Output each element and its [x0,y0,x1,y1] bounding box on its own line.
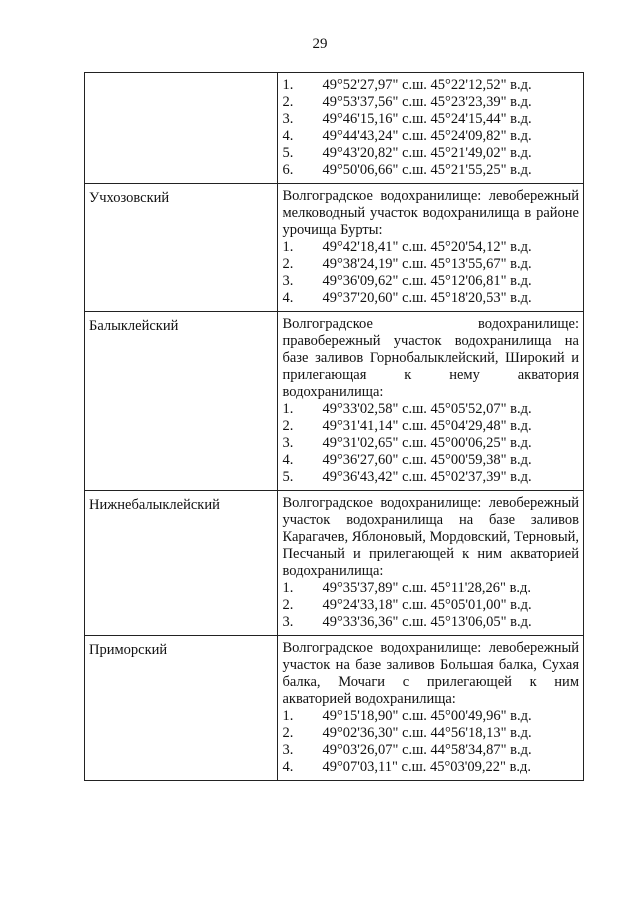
coordinate-value: 49°35'37,89" с.ш. 45°11'28,26" в.д. [322,580,532,596]
coordinate-item [282,725,579,742]
coordinate-value: 49°03'26,07" с.ш. 44°58'34,87" в.д. [322,742,532,758]
coordinate-value: 49°15'18,90" с.ш. 45°00'49,96" в.д. [322,708,532,724]
area-description: Волгоградское водохранилище: левобережный участок водохранилища на базе заливов Карагачев, Яблоновый, Мордовский, Терновый, Песчаный и прилегающей к ним акваторией водохранилища: [282,495,579,579]
coordinate-value: 49°53'37,56" с.ш. 45°23'23,39" в.д. [322,94,532,110]
area-description: Волгоградское водохранилище: левобережный мелководный участок водохранилища в районе урочища Бурты: [282,188,579,238]
fishing-areas-table [84,72,584,781]
area-name: Балыклейский [89,318,179,334]
table-row [85,491,584,636]
coordinate-value: 49°36'27,60" с.ш. 45°00'59,38" в.д. [322,452,532,468]
coordinate-number: 4. [282,452,294,468]
coordinate-value: 49°36'09,62" с.ш. 45°12'06,81" в.д. [322,273,532,289]
area-name: Нижнебалыклейский [89,497,220,513]
area-name-cell [85,312,278,491]
coordinate-value: 49°37'20,60" с.ш. 45°18'20,53" в.д. [322,290,532,306]
coordinate-number: 2. [282,597,294,613]
area-name-cell [85,491,278,636]
coordinate-number: 3. [282,435,294,451]
area-description-cell [278,73,584,184]
table-row [85,73,584,184]
coordinate-number: 4. [282,759,294,775]
coordinate-item [282,239,579,256]
coordinate-value: 49°50'06,66" с.ш. 45°21'55,25" в.д. [322,162,532,178]
coordinate-number: 2. [282,418,294,434]
coordinate-item [282,435,579,452]
table-row [85,184,584,312]
coordinate-item [282,742,579,759]
coordinate-item [282,580,579,597]
coordinate-number: 1. [282,77,294,93]
coordinate-number: 4. [282,290,294,306]
area-description-cell [278,184,584,312]
coordinate-item [282,401,579,418]
coordinate-number: 3. [282,273,294,289]
area-description-cell [278,312,584,491]
coordinate-number: 3. [282,111,294,127]
coordinate-number: 1. [282,401,294,417]
coordinate-item [282,256,579,273]
coordinate-number: 5. [282,145,294,161]
coordinate-item [282,77,579,94]
coordinate-value: 49°52'27,97" с.ш. 45°22'12,52" в.д. [322,77,532,93]
page-number: 29 [312,36,328,52]
coordinate-number: 2. [282,256,294,272]
coordinate-item [282,162,579,179]
coordinate-item [282,708,579,725]
coordinate-number: 1. [282,708,294,724]
coordinate-value: 49°46'15,16" с.ш. 45°24'15,44" в.д. [322,111,532,127]
coordinate-value: 49°02'36,30" с.ш. 44°56'18,13" в.д. [322,725,532,741]
coordinate-item [282,290,579,307]
coordinate-number: 5. [282,469,294,485]
area-description: Волгоградское водохранилище: левобережный участок на базе заливов Большая балка, Сухая балка, Мочаги с прилегающей к ним акваторией водохранилища: [282,640,579,707]
area-name: Учхозовский [89,190,170,206]
coordinate-value: 49°31'41,14" с.ш. 45°04'29,48" в.д. [322,418,532,434]
coordinate-number: 1. [282,239,294,255]
table-body [85,73,584,781]
coordinate-item [282,273,579,290]
coordinate-item [282,452,579,469]
coordinate-value: 49°36'43,42" с.ш. 45°02'37,39" в.д. [322,469,532,485]
coordinate-value: 49°07'03,11" с.ш. 45°03'09,22" в.д. [322,759,532,775]
coordinate-item [282,128,579,145]
coordinate-value: 49°38'24,19" с.ш. 45°13'55,67" в.д. [322,256,532,272]
coordinate-value: 49°31'02,65" с.ш. 45°00'06,25" в.д. [322,435,532,451]
coordinate-value: 49°33'02,58" с.ш. 45°05'52,07" в.д. [322,401,532,417]
area-name-cell [85,636,278,781]
coordinate-number: 2. [282,725,294,741]
coordinate-number: 3. [282,614,294,630]
area-name: Приморский [89,642,168,658]
area-description: Волгоградское водохранилище: правобережный участок водохранилища на базе заливов Горнобалыклейский, Широкий и прилегающая к нему акватория водохранилища: [282,316,579,400]
coordinate-number: 3. [282,742,294,758]
coordinate-value: 49°24'33,18" с.ш. 45°05'01,00" в.д. [322,597,532,613]
coordinate-value: 49°44'43,24" с.ш. 45°24'09,82" в.д. [322,128,532,144]
coordinate-value: 49°43'20,82" с.ш. 45°21'49,02" в.д. [322,145,532,161]
coordinate-item [282,94,579,111]
coordinate-item [282,597,579,614]
coordinate-number: 1. [282,580,294,596]
coordinate-item [282,759,579,776]
area-description-cell [278,636,584,781]
coordinate-number: 4. [282,128,294,144]
area-name-cell [85,184,278,312]
area-description-cell [278,491,584,636]
table-row [85,312,584,491]
table-row [85,636,584,781]
coordinate-item [282,614,579,631]
area-name-cell [85,73,278,184]
coordinate-item [282,418,579,435]
coordinate-value: 49°33'36,36" с.ш. 45°13'06,05" в.д. [322,614,532,630]
coordinate-item [282,111,579,128]
coordinate-item [282,145,579,162]
coordinate-number: 2. [282,94,294,110]
coordinate-number: 6. [282,162,294,178]
coordinate-item [282,469,579,486]
coordinate-value: 49°42'18,41" с.ш. 45°20'54,12" в.д. [322,239,532,255]
